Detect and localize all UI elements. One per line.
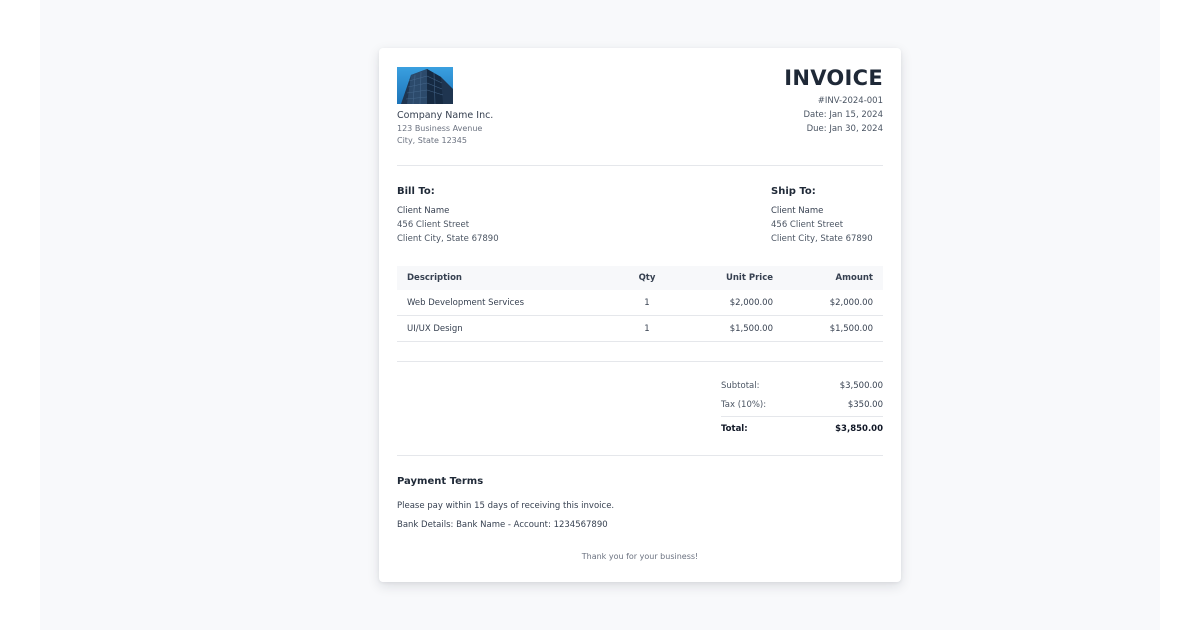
column-header-description: Description [407, 273, 462, 283]
bank-details: Bank Details: Bank Name - Account: 1234567890 [397, 520, 608, 530]
invoice-date: Date: Jan 15, 2024 [803, 110, 883, 120]
divider [397, 361, 883, 362]
table-row: UI/UX Design 1 $1,500.00 $1,500.00 [397, 317, 883, 342]
bill-to-city: Client City, State 67890 [397, 234, 499, 244]
tax-label: Tax (10%): [721, 400, 767, 410]
company-name: Company Name Inc. [397, 110, 494, 121]
divider [397, 165, 883, 166]
page-background [40, 0, 1160, 630]
items-table-header: Description Qty Unit Price Amount [397, 266, 883, 290]
row-unit-price: $2,000.00 [729, 298, 773, 308]
bill-to-name: Client Name [397, 206, 450, 216]
row-description: Web Development Services [407, 298, 524, 308]
invoice-number: #INV-2024-001 [817, 96, 883, 106]
thank-you-note: Thank you for your business! [581, 552, 699, 561]
building-photo-icon [397, 67, 453, 104]
bill-to-street: 456 Client Street [397, 220, 470, 230]
row-amount: $1,500.00 [829, 324, 873, 334]
ship-to-city: Client City, State 67890 [771, 234, 873, 244]
invoice-card [379, 48, 901, 582]
total-label: Total: [721, 424, 748, 434]
invoice-due-date: Due: Jan 30, 2024 [806, 124, 883, 134]
subtotal-label: Subtotal: [721, 381, 760, 391]
payment-terms-text: Please pay within 15 days of receiving this invoice. [397, 501, 615, 511]
invoice-title: INVOICE [784, 66, 883, 90]
ship-to-street: 456 Client Street [771, 220, 844, 230]
company-address-line1: 123 Business Avenue [397, 124, 483, 133]
row-unit-price: $1,500.00 [729, 324, 773, 334]
ship-to-name: Client Name [771, 206, 824, 216]
total-value: $3,850.00 [835, 424, 883, 434]
tax-value: $350.00 [847, 400, 883, 410]
totals-divider [721, 416, 883, 417]
company-logo [397, 67, 453, 104]
company-address-line2: City, State 12345 [397, 136, 467, 145]
row-description: UI/UX Design [407, 324, 463, 334]
row-amount: $2,000.00 [829, 298, 873, 308]
ship-to-heading: Ship To: [771, 186, 816, 197]
table-row: Web Development Services 1 $2,000.00 $2,000.00 [397, 291, 883, 316]
payment-terms-heading: Payment Terms [397, 476, 484, 487]
column-header-unit-price: Unit Price [725, 273, 773, 283]
subtotal-value: $3,500.00 [839, 381, 883, 391]
divider [397, 455, 883, 456]
column-header-amount: Amount [835, 273, 873, 283]
bill-to-heading: Bill To: [397, 186, 435, 197]
